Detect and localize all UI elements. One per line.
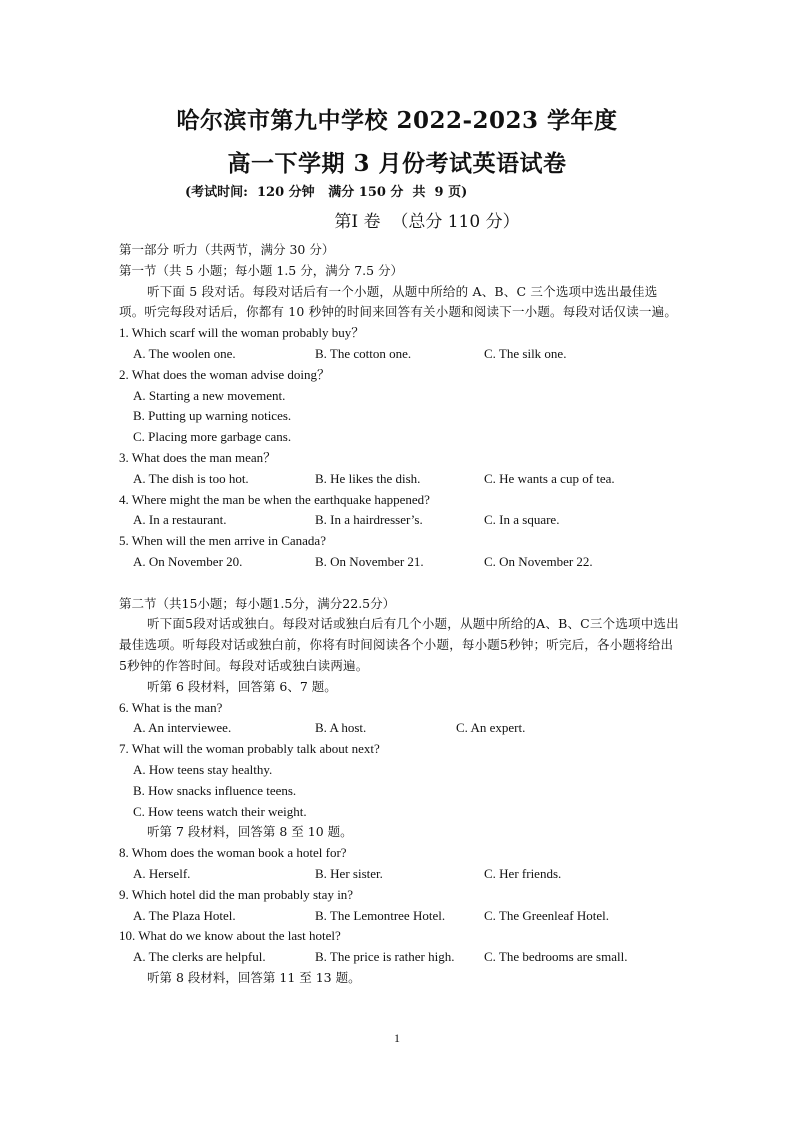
option-b: B. How snacks influence teens. [133, 782, 297, 798]
option-a: A. On November 20. [133, 553, 243, 569]
option-a: A. The woolen one. [133, 345, 236, 361]
listen-note-6: 听第 6 段材料，回答第 6、7 题。 [147, 678, 337, 694]
question-1-options [119, 344, 679, 365]
option-c: C. How teens watch their weight. [133, 803, 307, 819]
option-c: C. Placing more garbage cans. [133, 429, 292, 445]
option-c: C. He wants a cup of tea. [484, 470, 615, 486]
option-c: C. The Greenleaf Hotel. [484, 907, 610, 923]
option-b: B. In a hairdresser’s. [315, 512, 423, 528]
question-2: 2. What does the woman advise doing？ [119, 366, 330, 382]
option-c: C. The bedrooms are small. [484, 949, 628, 965]
question-10: 10. What do we know about the last hotel? [119, 928, 341, 944]
exam-title-line1: 哈尔滨市第九中学校 2022-2023 学年度 [176, 107, 618, 134]
option-c: C. An expert. [456, 720, 526, 736]
option-c: C. On November 22. [484, 553, 593, 569]
question-4: 4. Where might the man be when the earthquake happened? [119, 491, 430, 507]
option-a: A. Starting a new movement. [133, 387, 286, 403]
question-6: 6. What is the man? [119, 699, 223, 715]
question-9-options [119, 906, 679, 927]
option-b: B. On November 21. [315, 553, 424, 569]
section2-instructions: 听下面5段对话或独白。每段对话或独白后有几个小题，从题中所给的A、B、C三个选项中选出最佳选项。听每段对话或独白前，你将有时间阅读各个小题，每小题5秒钟；听完后，各小题将给出5秒钟的作答时间。每段对话或独白读两遍。 [119, 616, 679, 673]
listen-note-8: 听第 8 段材料，回答第 11 至 13 题。 [147, 969, 361, 985]
section2-heading: 第二节（共15小题；每小题1.5分，满分22.5分） [119, 595, 396, 611]
page-number: 1 [394, 1031, 400, 1045]
part1-heading: 第一部分 听力（共两节，满分 30 分） [119, 242, 335, 257]
question-3: 3. What does the man mean？ [119, 449, 277, 465]
exam-title-line2: 高一下学期 3 月份考试英语试卷 [227, 150, 567, 177]
option-b: B. The price is rather high. [315, 949, 455, 965]
option-c: C. Her friends. [484, 865, 562, 881]
option-b: B. He likes the dish. [315, 470, 421, 486]
question-3-options [119, 469, 679, 490]
question-7: 7. What will the woman probably talk about next? [119, 741, 380, 757]
question-4-options [119, 510, 679, 531]
option-a: A. The clerks are helpful. [133, 949, 266, 965]
option-b: B. A host. [315, 720, 367, 736]
question-8-options [119, 864, 679, 885]
question-1: 1. Which scarf will the woman probably buy？ [119, 325, 365, 341]
option-a: A. Herself. [133, 865, 191, 881]
option-a: A. The dish is too hot. [133, 470, 249, 486]
question-8: 8. Whom does the woman book a hotel for? [119, 845, 347, 861]
option-a: A. In a restaurant. [133, 512, 227, 528]
question-5: 5. When will the men arrive in Canada? [119, 533, 326, 549]
spacer [119, 573, 679, 594]
section1-instructions: 听下面 5 段对话。每段对话后有一个小题，从题中所给的 A、B、C 三个选项中选出最佳选项。听完每段对话后，你都有 10 秒钟的时间来回答有关小题和阅读下一小题。每段对话仅读一遍。 [119, 283, 678, 320]
option-a: A. How teens stay healthy. [133, 761, 273, 777]
option-a: A. The Plaza Hotel. [133, 907, 236, 923]
exam-content [119, 240, 679, 989]
question-5-options [119, 552, 679, 573]
option-a: A. An interviewee. [133, 720, 232, 736]
option-c: C. The silk one. [484, 345, 567, 361]
option-b: B. Her sister. [315, 865, 383, 881]
option-b: B. The Lemontree Hotel. [315, 907, 446, 923]
question-9: 9. Which hotel did the man probably stay in? [119, 886, 354, 902]
option-b: B. The cotton one. [315, 345, 412, 361]
listen-note-7: 听第 7 段材料，回答第 8 至 10 题。 [147, 824, 353, 840]
question-6-options [119, 718, 679, 739]
option-c: C. In a square. [484, 512, 560, 528]
exam-info: (考试时间: 120 分钟 满分 150 分 共 9 页) [185, 185, 468, 200]
option-b: B. Putting up warning notices. [133, 408, 292, 424]
volume-title: 第Ⅰ 卷 （总分 110 分） [334, 212, 520, 232]
question-10-options [119, 947, 679, 968]
section1-heading: 第一节（共 5 小题；每小题 1.5 分，满分 7.5 分） [119, 262, 404, 278]
